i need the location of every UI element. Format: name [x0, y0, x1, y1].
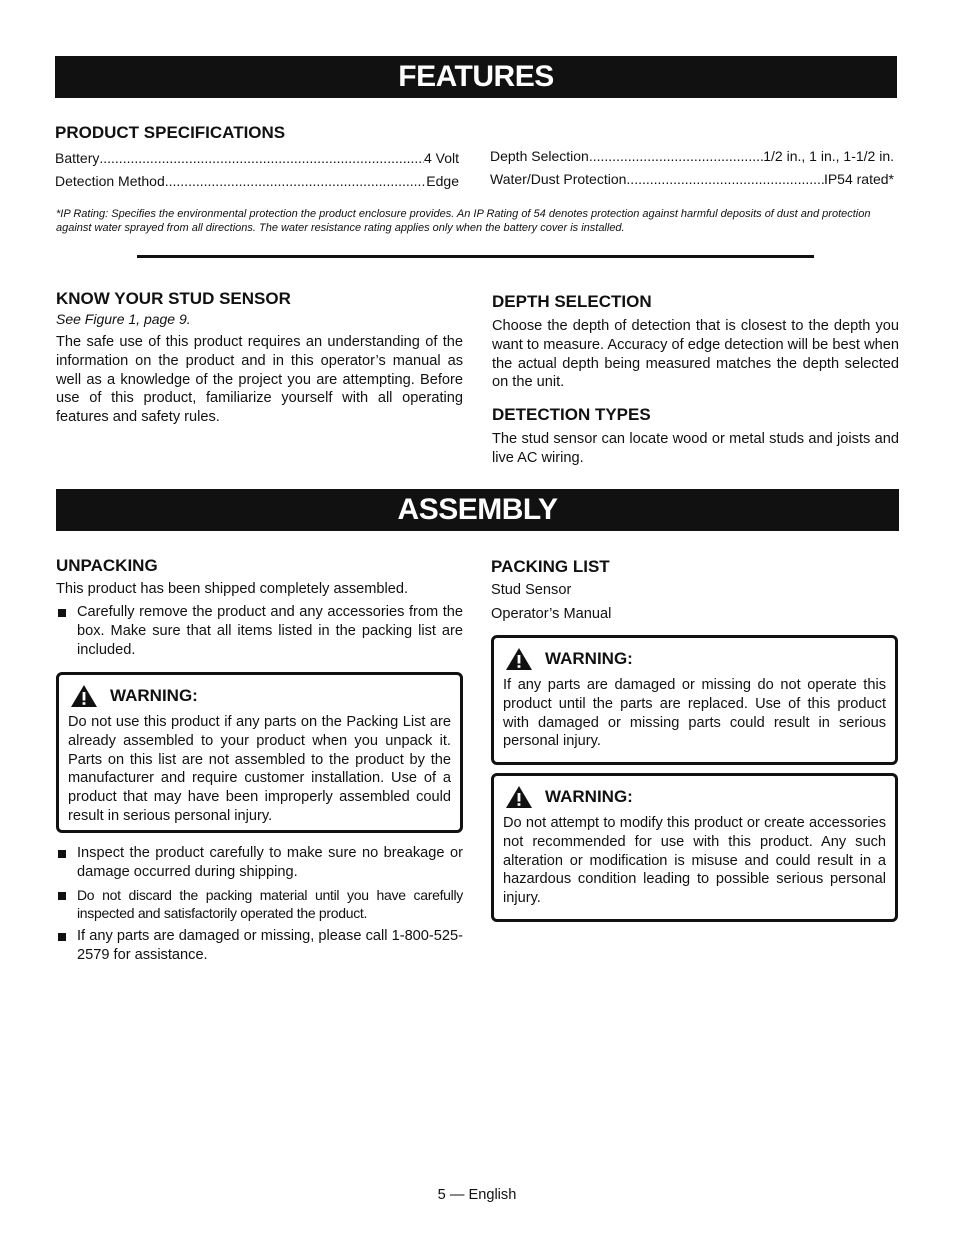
unpacking-warning-box	[56, 672, 463, 833]
warning-triangle-icon	[70, 684, 98, 708]
list-item: Do not discard the packing material until you have carefully inspected and satisfactorily operated the product.	[56, 886, 463, 924]
packing-warning-box-1	[491, 635, 898, 765]
packing-list-item: Stud Sensor	[491, 582, 572, 598]
warning-header	[505, 784, 886, 810]
detection-types-body: The stud sensor can locate wood or metal studs and joists and live AC wiring.	[492, 431, 899, 466]
spec-row-depth-selection	[490, 147, 894, 165]
ip-rating-footnote: *IP Rating: Specifies the environmental protection the product enclosure provides. An IP Rating of 54 denotes protection against harmful deposits of dust and protection against water sprayed from all directions. The water resistance rating applies only when the battery cover is installed.	[56, 208, 871, 234]
warning-header	[70, 683, 451, 709]
spec-value: 4 Volt	[423, 150, 459, 166]
bullet-square-icon	[58, 892, 66, 900]
unpacking-intro: This product has been shipped completely assembled.	[56, 581, 409, 597]
spec-value: 1/2 in., 1 in., 1-1/2 in.	[763, 148, 894, 164]
warning-triangle-icon	[505, 785, 533, 809]
warning-triangle-icon	[505, 647, 533, 671]
warning-body: If any parts are damaged or missing do not operate this product until the parts are replaced. Use of this product with damaged or missing parts could result in serious personal injury.	[503, 677, 886, 750]
depth-selection-heading: DEPTH SELECTION	[492, 292, 652, 311]
list-item: If any parts are damaged or missing, please call 1-800-525-2579 for assistance.	[56, 927, 463, 965]
spec-value: Edge	[426, 173, 459, 189]
features-banner: FEATURES	[55, 56, 897, 98]
bullet-square-icon	[58, 609, 66, 617]
spec-label: Detection Method	[55, 173, 165, 189]
see-figure-reference: See Figure 1, page 9.	[56, 311, 191, 327]
warning-title: WARNING:	[545, 787, 633, 806]
assembly-banner: ASSEMBLY	[56, 489, 899, 531]
spec-row-battery	[55, 149, 459, 167]
warning-title: WARNING:	[545, 649, 633, 668]
spec-row-detection-method	[55, 172, 459, 190]
spec-label: Depth Selection	[490, 148, 589, 164]
warning-header	[505, 646, 886, 672]
packing-list-item: Operator’s Manual	[491, 606, 612, 622]
specs-right	[490, 147, 894, 188]
packing-warning-box-2	[491, 773, 898, 922]
spec-label: Water/Dust Protection	[490, 171, 627, 187]
unpacking-bullets-top	[56, 603, 463, 663]
detection-types-heading: DETECTION TYPES	[492, 405, 651, 424]
depth-selection-body: Choose the depth of detection that is closest to the depth you want to measure. Accuracy of edge detection will be best when the actual depth being measured matches the depth selected on the unit.	[492, 318, 899, 391]
list-item: Carefully remove the product and any accessories from the box. Make sure that all items listed in the packing list are included.	[56, 603, 463, 659]
unpacking-bullets-bottom	[56, 844, 463, 969]
spec-row-water-dust-protection	[490, 170, 894, 188]
bullet-square-icon	[58, 933, 66, 941]
section-divider	[137, 255, 814, 258]
spec-value: IP54 rated*	[823, 171, 894, 187]
warning-body: Do not use this product if any parts on the Packing List are already assembled to your product when you unpack it. Parts on this list are not assembled to the product by the manufacturer and require customer installation. Use of a product that may have been improperly assembled could result in serious personal injury.	[68, 714, 451, 824]
warning-body: Do not attempt to modify this product or create accessories not recommended for use with this product. Any such alteration or modification is misuse and could result in a hazardous condition leading to possible serious personal injury.	[503, 815, 886, 907]
bullet-square-icon	[58, 850, 66, 858]
unpacking-heading: UNPACKING	[56, 556, 158, 575]
spec-label: Battery	[55, 150, 100, 166]
know-your-stud-sensor-heading: KNOW YOUR STUD SENSOR	[56, 289, 291, 308]
know-your-stud-sensor-body: The safe use of this product requires an understanding of the information on the product and in this operator’s manual as well as a knowledge of the project you are attempting. Before use of this product, familiarize yourself with all operating features and safety rules.	[56, 334, 463, 426]
product-specifications-heading: PRODUCT SPECIFICATIONS	[55, 123, 286, 142]
specs-left	[55, 149, 459, 190]
warning-title: WARNING:	[110, 686, 198, 705]
page-footer: 5 — English	[437, 1187, 517, 1203]
packing-list-heading: PACKING LIST	[491, 557, 610, 576]
list-item: Inspect the product carefully to make sure no breakage or damage occurred during shipping.	[56, 844, 463, 882]
